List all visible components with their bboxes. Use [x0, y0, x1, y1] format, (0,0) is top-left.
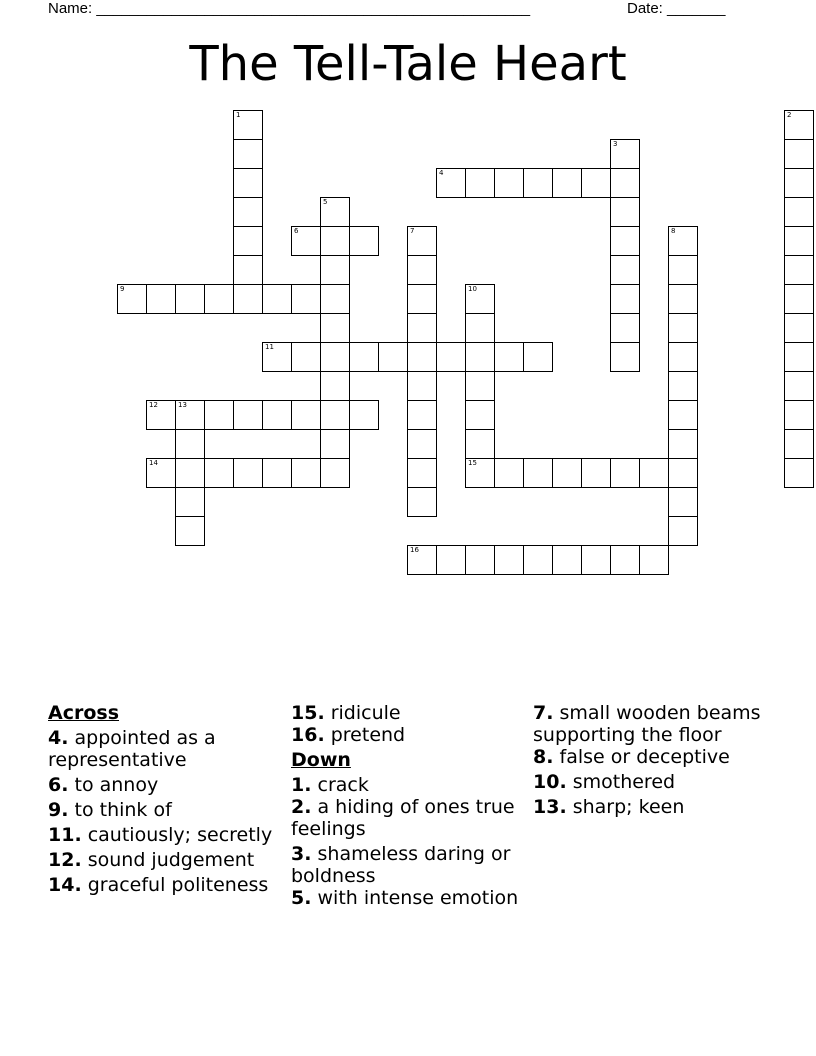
grid-cell[interactable]	[407, 284, 437, 314]
grid-cell[interactable]	[784, 168, 814, 198]
clue-text: cautiously; secretly	[87, 824, 273, 846]
grid-cell[interactable]	[610, 139, 640, 169]
grid-cell[interactable]	[668, 516, 698, 546]
grid-cell[interactable]	[204, 458, 234, 488]
grid-cell[interactable]	[320, 255, 350, 285]
grid-cell[interactable]	[465, 168, 495, 198]
clue-text: graceful politeness	[87, 874, 269, 896]
grid-cell[interactable]	[465, 342, 495, 372]
clue-across-14	[48, 874, 278, 896]
grid-cell[interactable]	[668, 255, 698, 285]
clue-down-7	[533, 702, 773, 746]
grid-cell[interactable]	[465, 284, 495, 314]
grid-cell[interactable]	[407, 429, 437, 459]
clue-number: 10.	[533, 771, 567, 793]
clue-down-8	[533, 746, 773, 768]
grid-cell[interactable]	[233, 139, 263, 169]
cell-number: 10	[468, 285, 477, 293]
grid-cell[interactable]	[784, 400, 814, 430]
grid-cell[interactable]	[784, 284, 814, 314]
date-line[interactable]: Date: _______	[627, 0, 726, 17]
grid-cell[interactable]	[784, 255, 814, 285]
clue-number: 3.	[291, 843, 312, 865]
grid-cell[interactable]	[233, 226, 263, 256]
grid-cell[interactable]	[407, 400, 437, 430]
grid-cell[interactable]	[407, 255, 437, 285]
clue-down-10	[533, 771, 773, 793]
grid-cell[interactable]	[639, 545, 669, 575]
cell-number: 5	[323, 198, 328, 206]
name-line[interactable]: Name: ____________________________________________________	[48, 0, 531, 17]
clue-number: 12.	[48, 849, 82, 871]
grid-cell[interactable]	[146, 284, 176, 314]
clue-text: with intense emotion	[317, 887, 519, 909]
grid-cell[interactable]	[610, 545, 640, 575]
clue-number: 14.	[48, 874, 82, 896]
grid-cell[interactable]	[291, 342, 321, 372]
grid-cell[interactable]	[320, 313, 350, 343]
clues-column-3	[533, 702, 773, 821]
grid-cell[interactable]	[349, 342, 379, 372]
grid-cell[interactable]	[204, 400, 234, 430]
grid-cell[interactable]	[262, 400, 292, 430]
grid-cell[interactable]	[233, 168, 263, 198]
grid-cell[interactable]	[407, 371, 437, 401]
grid-cell[interactable]	[320, 284, 350, 314]
clue-across-11	[48, 824, 278, 846]
grid-cell[interactable]	[668, 371, 698, 401]
clue-number: 5.	[291, 887, 312, 909]
grid-cell[interactable]	[262, 342, 292, 372]
grid-cell[interactable]	[581, 168, 611, 198]
grid-cell[interactable]	[465, 429, 495, 459]
grid-cell[interactable]	[668, 342, 698, 372]
cell-number: 2	[787, 111, 792, 119]
down-heading: Down	[291, 749, 351, 771]
grid-cell[interactable]	[784, 458, 814, 488]
grid-cell[interactable]	[117, 284, 147, 314]
clue-text: a hiding of ones true feelings	[291, 796, 515, 840]
grid-cell[interactable]	[610, 284, 640, 314]
clue-text: crack	[317, 774, 369, 796]
clue-down-13	[533, 796, 773, 818]
grid-cell[interactable]	[175, 284, 205, 314]
grid-cell[interactable]	[784, 429, 814, 459]
grid-cell[interactable]	[233, 458, 263, 488]
grid-cell[interactable]	[552, 458, 582, 488]
grid-cell[interactable]	[784, 197, 814, 227]
grid-cell[interactable]	[175, 458, 205, 488]
clue-number: 7.	[533, 702, 554, 724]
clue-number: 2.	[291, 796, 312, 818]
grid-cell[interactable]	[233, 255, 263, 285]
grid-cell[interactable]	[320, 458, 350, 488]
grid-cell[interactable]	[320, 400, 350, 430]
clue-text: sharp; keen	[572, 796, 685, 818]
clue-across-16	[291, 724, 521, 746]
clue-number: 9.	[48, 799, 69, 821]
grid-cell[interactable]	[784, 139, 814, 169]
cell-number: 12	[149, 401, 158, 409]
grid-cell[interactable]	[175, 516, 205, 546]
grid-cell[interactable]	[378, 342, 408, 372]
grid-cell[interactable]	[349, 226, 379, 256]
grid-cell[interactable]	[668, 400, 698, 430]
grid-cell[interactable]	[784, 313, 814, 343]
clue-number: 11.	[48, 824, 82, 846]
grid-cell[interactable]	[407, 342, 437, 372]
cell-number: 3	[613, 140, 618, 148]
grid-cell[interactable]	[610, 255, 640, 285]
grid-cell[interactable]	[668, 429, 698, 459]
clue-across-12	[48, 849, 278, 871]
grid-cell[interactable]	[465, 545, 495, 575]
grid-cell[interactable]	[233, 197, 263, 227]
grid-cell[interactable]	[639, 458, 669, 488]
grid-cell[interactable]	[407, 487, 437, 517]
grid-cell[interactable]	[668, 458, 698, 488]
grid-cell[interactable]	[407, 226, 437, 256]
clue-down-1	[291, 774, 521, 796]
clue-text: smothered	[572, 771, 676, 793]
grid-cell[interactable]	[320, 429, 350, 459]
clue-text: sound judgement	[87, 849, 255, 871]
clue-number: 4.	[48, 727, 69, 749]
clue-number: 16.	[291, 724, 325, 746]
cell-number: 7	[410, 227, 415, 235]
cell-number: 4	[439, 169, 444, 177]
across-heading: Across	[48, 702, 120, 724]
clue-text: pretend	[330, 724, 406, 746]
clue-text: ridicule	[330, 702, 401, 724]
grid-cell[interactable]	[523, 342, 553, 372]
grid-cell[interactable]	[233, 110, 263, 140]
puzzle-title: The Tell-Tale Heart	[189, 36, 627, 92]
clue-across-6	[48, 774, 278, 796]
grid-cell[interactable]	[262, 284, 292, 314]
clue-number: 15.	[291, 702, 325, 724]
clue-text: to think of	[74, 799, 172, 821]
grid-cell[interactable]	[146, 400, 176, 430]
cell-number: 16	[410, 546, 419, 554]
cell-number: 6	[294, 227, 299, 235]
clue-text: false or deceptive	[559, 746, 730, 768]
grid-cell[interactable]	[320, 197, 350, 227]
clues-column-1	[48, 702, 278, 899]
cell-number: 13	[178, 401, 187, 409]
grid-cell[interactable]	[668, 313, 698, 343]
grid-cell[interactable]	[407, 545, 437, 575]
clues-column-2	[291, 702, 521, 912]
grid-cell[interactable]	[668, 284, 698, 314]
clue-number: 1.	[291, 774, 312, 796]
grid-cell[interactable]	[668, 487, 698, 517]
clue-down-5	[291, 887, 521, 909]
clue-number: 8.	[533, 746, 554, 768]
grid-cell[interactable]	[784, 110, 814, 140]
grid-cell[interactable]	[581, 545, 611, 575]
grid-cell[interactable]	[349, 400, 379, 430]
grid-cell[interactable]	[175, 487, 205, 517]
grid-cell[interactable]	[523, 545, 553, 575]
grid-cell[interactable]	[552, 545, 582, 575]
cell-number: 9	[120, 285, 125, 293]
cell-number: 1	[236, 111, 241, 119]
grid-cell[interactable]	[407, 458, 437, 488]
clue-text: to annoy	[74, 774, 159, 796]
grid-cell[interactable]	[465, 313, 495, 343]
clue-number: 13.	[533, 796, 567, 818]
grid-cell[interactable]	[523, 458, 553, 488]
grid-cell[interactable]	[175, 429, 205, 459]
cell-number: 8	[671, 227, 676, 235]
grid-cell[interactable]	[262, 458, 292, 488]
grid-cell[interactable]	[494, 545, 524, 575]
grid-cell[interactable]	[610, 197, 640, 227]
grid-cell[interactable]	[465, 458, 495, 488]
grid-cell[interactable]	[494, 458, 524, 488]
grid-cell[interactable]	[523, 168, 553, 198]
grid-cell[interactable]	[291, 226, 321, 256]
clue-number: 6.	[48, 774, 69, 796]
grid-cell[interactable]	[291, 284, 321, 314]
clue-down-3	[291, 843, 521, 887]
cell-number: 14	[149, 459, 158, 467]
grid-cell[interactable]	[407, 313, 437, 343]
grid-cell[interactable]	[610, 458, 640, 488]
grid-cell[interactable]	[552, 168, 582, 198]
grid-cell[interactable]	[146, 458, 176, 488]
grid-cell[interactable]	[465, 371, 495, 401]
grid-cell[interactable]	[291, 400, 321, 430]
grid-cell[interactable]	[436, 342, 466, 372]
clue-down-2	[291, 796, 521, 840]
clue-text: shameless daring or boldness	[291, 843, 511, 887]
grid-cell[interactable]	[610, 226, 640, 256]
grid-cell[interactable]	[581, 458, 611, 488]
grid-cell[interactable]	[436, 168, 466, 198]
clue-across-4	[48, 727, 278, 771]
grid-cell[interactable]	[784, 342, 814, 372]
clue-across-15	[291, 702, 521, 724]
grid-cell[interactable]	[610, 168, 640, 198]
grid-cell[interactable]	[320, 342, 350, 372]
clue-text: appointed as a representative	[48, 727, 216, 771]
grid-cell[interactable]	[668, 226, 698, 256]
grid-cell[interactable]	[494, 342, 524, 372]
cell-number: 11	[265, 343, 274, 351]
grid-cell[interactable]	[610, 313, 640, 343]
grid-cell[interactable]	[784, 226, 814, 256]
grid-cell[interactable]	[436, 545, 466, 575]
clue-text: small wooden beams supporting the floor	[533, 702, 761, 746]
clue-across-9	[48, 799, 278, 821]
grid-cell[interactable]	[233, 284, 263, 314]
grid-cell[interactable]	[291, 458, 321, 488]
cell-number: 15	[468, 459, 477, 467]
grid-cell[interactable]	[320, 371, 350, 401]
grid-cell[interactable]	[494, 168, 524, 198]
grid-cell[interactable]	[465, 400, 495, 430]
grid-cell[interactable]	[204, 284, 234, 314]
grid-cell[interactable]	[610, 342, 640, 372]
grid-cell[interactable]	[784, 371, 814, 401]
grid-cell[interactable]	[320, 226, 350, 256]
grid-cell[interactable]	[175, 400, 205, 430]
grid-cell[interactable]	[233, 400, 263, 430]
